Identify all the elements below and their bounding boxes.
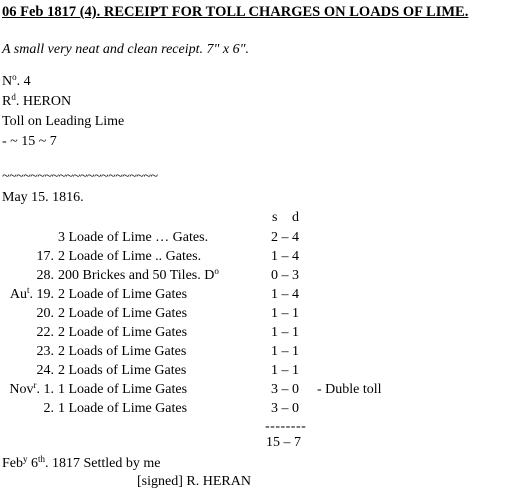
row-note: - Duble toll bbox=[317, 382, 382, 397]
row-amount: 1 – 1 bbox=[271, 325, 299, 340]
document-description: A small very neat and clean receipt. 7" x 6". bbox=[2, 42, 249, 57]
ledger-row bbox=[0, 247, 517, 266]
row-item: 2 Loads of Lime Gates bbox=[58, 363, 187, 378]
page-title: 06 Feb 1817 (4). RECEIPT FOR TOLL CHARGES ON LOADS OF LIME. bbox=[2, 4, 469, 20]
row-date: 2. bbox=[43, 401, 54, 416]
signature-line: [signed] R. HERAN bbox=[137, 474, 251, 489]
row-date: 20. bbox=[36, 306, 54, 321]
ledger-row bbox=[0, 323, 517, 342]
ledger-row bbox=[0, 361, 517, 380]
total-rule: -------- bbox=[265, 419, 307, 434]
row-amount: 3 – 0 bbox=[271, 401, 299, 416]
row-date: 17. bbox=[36, 249, 54, 264]
ledger-row bbox=[0, 399, 517, 418]
row-date: 23. bbox=[36, 344, 54, 359]
row-item: 2 Loads of Lime Gates bbox=[58, 344, 187, 359]
row-item: 1 Loade of Lime Gates bbox=[58, 382, 188, 397]
row-amount: 1 – 4 bbox=[271, 249, 299, 264]
ledger-row bbox=[0, 228, 517, 247]
receipt-purpose: Toll on Leading Lime bbox=[2, 114, 125, 129]
ledger-row bbox=[0, 380, 517, 399]
total-amount: 15 – 7 bbox=[266, 435, 301, 450]
row-date: Nov$^r$. 1. bbox=[9, 380, 54, 397]
row-item: 2 Loade of Lime Gates bbox=[58, 306, 188, 321]
row-date: Au$^t$. 19. bbox=[9, 285, 54, 302]
tilde-divider: ~~~~~~~~~~~~~~~~~~~~~~ bbox=[2, 169, 158, 184]
pence-head: d bbox=[292, 210, 299, 225]
row-item: 3 Loade of Lime … Gates. bbox=[58, 230, 209, 245]
row-amount: 0 – 3 bbox=[271, 268, 299, 283]
ledger-row bbox=[0, 342, 517, 361]
ledger-row bbox=[0, 304, 517, 323]
ledger-row bbox=[0, 266, 517, 285]
row-amount: 2 – 4 bbox=[271, 230, 299, 245]
column-heads bbox=[272, 210, 312, 226]
start-date: May 15. 1816. bbox=[2, 190, 84, 205]
row-item: 1 Loade of Lime Gates bbox=[58, 401, 188, 416]
settled-line: Feb$^y$ 6th. 1817 Settled by me bbox=[2, 454, 161, 471]
row-item: 2 Loade of Lime .. Gates. bbox=[58, 249, 202, 264]
ledger-row bbox=[0, 285, 517, 304]
row-date: 24. bbox=[36, 363, 54, 378]
row-amount: 1 – 1 bbox=[271, 363, 299, 378]
row-date: 28. bbox=[36, 268, 54, 283]
row-item: 200 Brickes and 50 Tiles. $D^o$ bbox=[58, 266, 219, 283]
row-date: 22. bbox=[36, 325, 54, 340]
row-amount: 1 – 1 bbox=[271, 344, 299, 359]
receipt-sum: - ~ 15 ~ 7 bbox=[2, 134, 57, 149]
received-from: $R^d$. HERON bbox=[2, 92, 72, 109]
row-amount: 1 – 1 bbox=[271, 306, 299, 321]
row-item: 2 Loade of Lime Gates bbox=[58, 287, 188, 302]
row-amount: 1 – 4 bbox=[271, 287, 299, 302]
row-item: 2 Loade of Lime Gates bbox=[58, 325, 188, 340]
shillings-head: s bbox=[272, 210, 278, 225]
row-amount: 3 – 0 bbox=[271, 382, 299, 397]
receipt-number: $N^o$. 4 bbox=[2, 72, 31, 89]
